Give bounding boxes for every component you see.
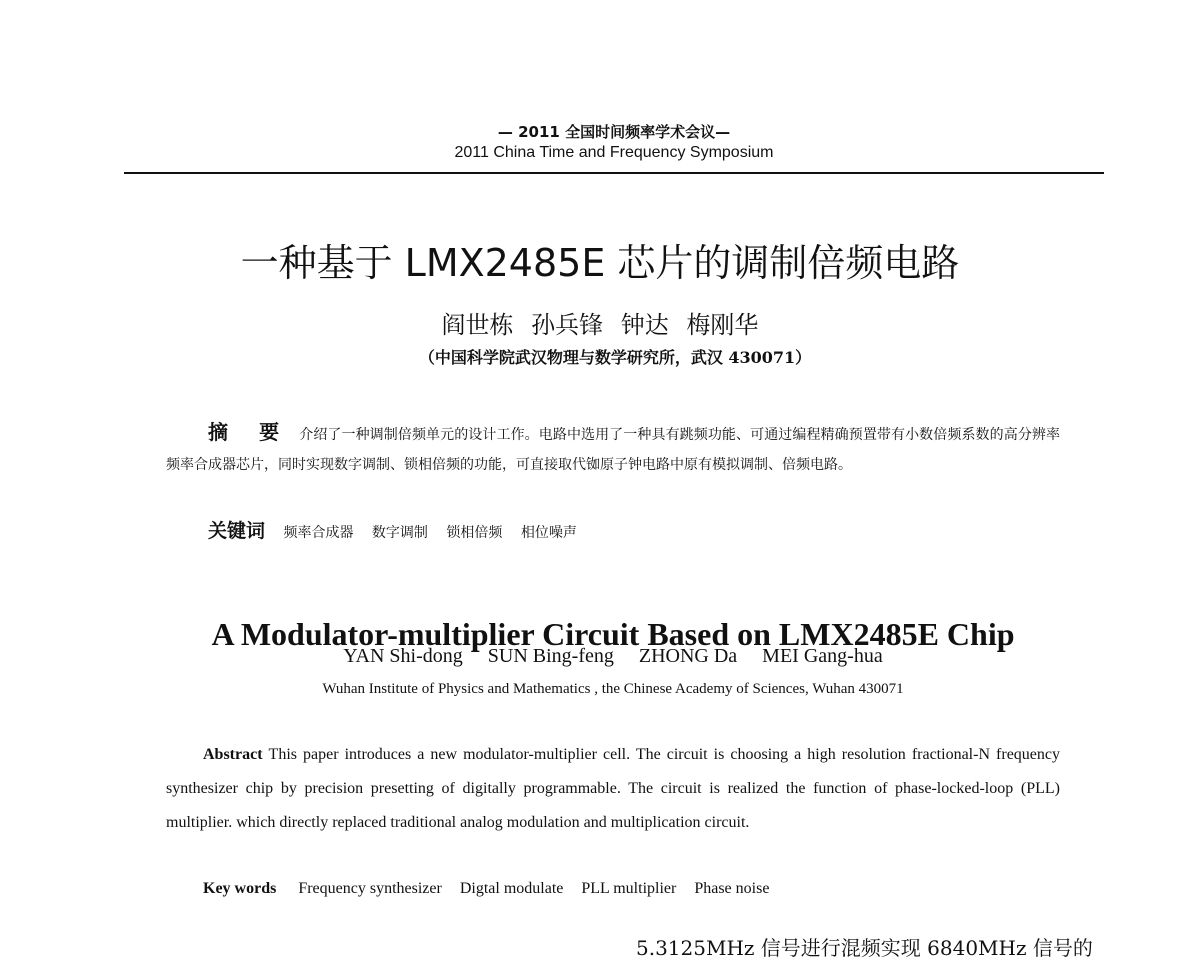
paper-title-en: A Modulator-multiplier Circuit Based on LMX2485E Chip	[211, 615, 1015, 652]
abstract-cn-text: 介绍了一种调制倍频单元的设计工作。电路中选用了一种具有跳频功能、可通过编程精确预置带有小数倍频系数的高分辨率频率合成器芯片，同时实现数字调制、锁相倍频的功能，可直接取代铷原子钟电路中原有模拟调制、倍频电路。	[166, 427, 1060, 473]
keyword-en: Frequency synthesizer	[298, 880, 442, 897]
authors-en	[0, 642, 1200, 670]
authors-cn: 阎世栋 孙兵锋 钟达 梅刚华	[441, 311, 759, 339]
affiliation-cn: （中国科学院武汉物理与数学研究所，武汉 430071）	[418, 348, 812, 367]
header-rule	[124, 172, 1104, 174]
abstract-en	[166, 738, 1060, 840]
keywords-en-label: Key words	[203, 880, 277, 897]
keywords-cn-label: 关键词	[208, 520, 266, 542]
author-en: YAN Shi-dong	[343, 645, 463, 667]
keyword-en: Phase noise	[694, 880, 770, 897]
keyword-en: PLL multiplier	[581, 880, 677, 897]
keyword-cn: 数字调制	[371, 525, 428, 541]
conference-name-cn: — 2011 全国时间频率学术会议—	[497, 123, 731, 141]
author-en: MEI Gang-hua	[762, 645, 883, 667]
abstract-cn	[166, 417, 1060, 480]
conference-name-en: 2011 China Time and Frequency Symposium	[454, 144, 774, 161]
conference-header	[124, 122, 1104, 163]
body-text-continuation: 5.3125MHz 信号进行混频实现 6840MHz 信号的	[636, 936, 1093, 960]
affiliation-en: Wuhan Institute of Physics and Mathematics , the Chinese Academy of Sciences, Wuhan 430071	[322, 681, 904, 697]
abstract-en-text: This paper introduces a new modulator-multiplier cell. The circuit is choosing a high resolution fractional-N frequency synthesizer chip by precision presetting of digitally programmable. The circuit is realized the function of phase-locked-loop (PLL) multiplier. which directly replaced traditional analog modulation and multiplication circuit.	[166, 746, 1060, 831]
abstract-cn-label: 摘 要	[208, 420, 292, 444]
keyword-cn: 相位噪声	[520, 525, 577, 541]
author-en: SUN Bing-feng	[487, 645, 614, 667]
keyword-cn: 频率合成器	[283, 525, 354, 541]
keyword-en: Digtal modulate	[459, 880, 564, 897]
author-en: ZHONG Da	[638, 645, 738, 667]
abstract-en-label: Abstract	[203, 746, 263, 763]
keywords-cn	[208, 516, 591, 548]
keywords-en	[203, 874, 783, 904]
keyword-cn: 锁相倍频	[446, 525, 503, 541]
paper-title-cn: 一种基于 LMX2485E 芯片的调制倍频电路	[240, 241, 960, 286]
